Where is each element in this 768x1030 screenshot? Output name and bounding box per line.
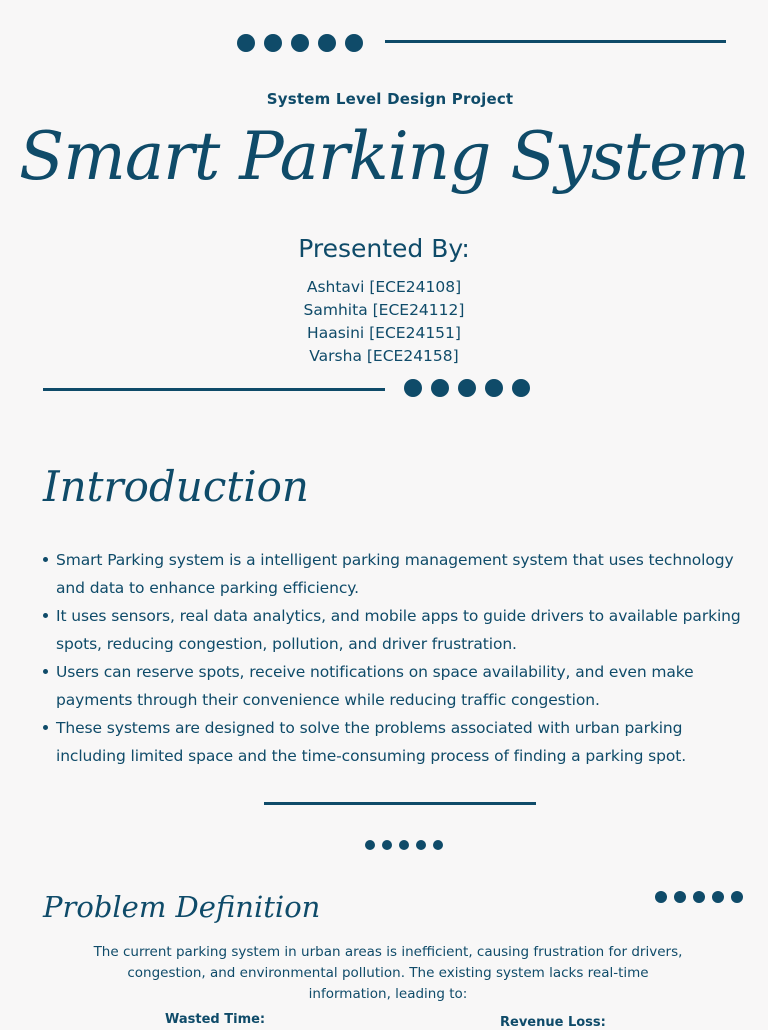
dot — [433, 840, 443, 850]
section-divider-line — [264, 802, 536, 805]
dot — [458, 379, 476, 397]
dot — [382, 840, 392, 850]
project-subtitle: System Level Design Project — [266, 90, 514, 108]
problem-definition-text: The current parking system in urban areas is inefficient, causing frustration for drivers, congestion, and environmental pollution. The existing system lacks real-time information, leading to: — [93, 944, 683, 1002]
dot — [345, 34, 363, 52]
dot — [655, 891, 667, 903]
dot — [712, 891, 724, 903]
dot — [237, 34, 255, 52]
dot — [291, 34, 309, 52]
dot — [693, 891, 705, 903]
bullet-item: It uses sensors, real data analytics, and mobile apps to guide drivers to available parking spots, reducing congestion, pollution, and driver frustration. — [43, 602, 743, 658]
dot — [485, 379, 503, 397]
problem-dots-decoration — [655, 891, 743, 903]
dot — [731, 891, 743, 903]
member-name: Haasini [ECE24151] — [307, 324, 461, 342]
introduction-heading: Introduction — [43, 462, 309, 511]
problem-definition-heading: Problem Definition — [43, 890, 321, 924]
dot — [365, 840, 375, 850]
revenue-loss-label: Revenue Loss: — [500, 1015, 606, 1030]
top-dots-decoration — [237, 34, 363, 52]
bullet-item: Smart Parking system is a intelligent parking management system that uses technology and data to enhance parking efficiency. — [43, 546, 743, 602]
introduction-bullet-list — [43, 546, 743, 770]
middle-divider-line — [43, 388, 385, 391]
dot — [264, 34, 282, 52]
dot — [512, 379, 530, 397]
dot — [404, 379, 422, 397]
dot — [416, 840, 426, 850]
dot — [674, 891, 686, 903]
dot — [399, 840, 409, 850]
member-name: Ashtavi [ECE24108] — [306, 278, 462, 296]
section-dots-decoration — [365, 840, 443, 850]
presented-by-label: Presented By: — [298, 234, 470, 263]
wasted-time-label: Wasted Time: — [165, 1012, 266, 1027]
middle-dots-decoration — [404, 379, 530, 397]
page-title: Smart Parking System — [19, 118, 749, 195]
member-name: Varsha [ECE24158] — [309, 347, 459, 365]
member-list — [0, 276, 768, 368]
bullet-item: These systems are designed to solve the problems associated with urban parking including limited space and the time-consuming process of finding a parking spot. — [43, 714, 743, 770]
top-divider-line — [385, 40, 726, 43]
dot — [431, 379, 449, 397]
member-name: Samhita [ECE24112] — [303, 301, 465, 319]
dot — [318, 34, 336, 52]
bullet-item: Users can reserve spots, receive notifications on space availability, and even make payments through their convenience while reducing traffic congestion. — [43, 658, 743, 714]
